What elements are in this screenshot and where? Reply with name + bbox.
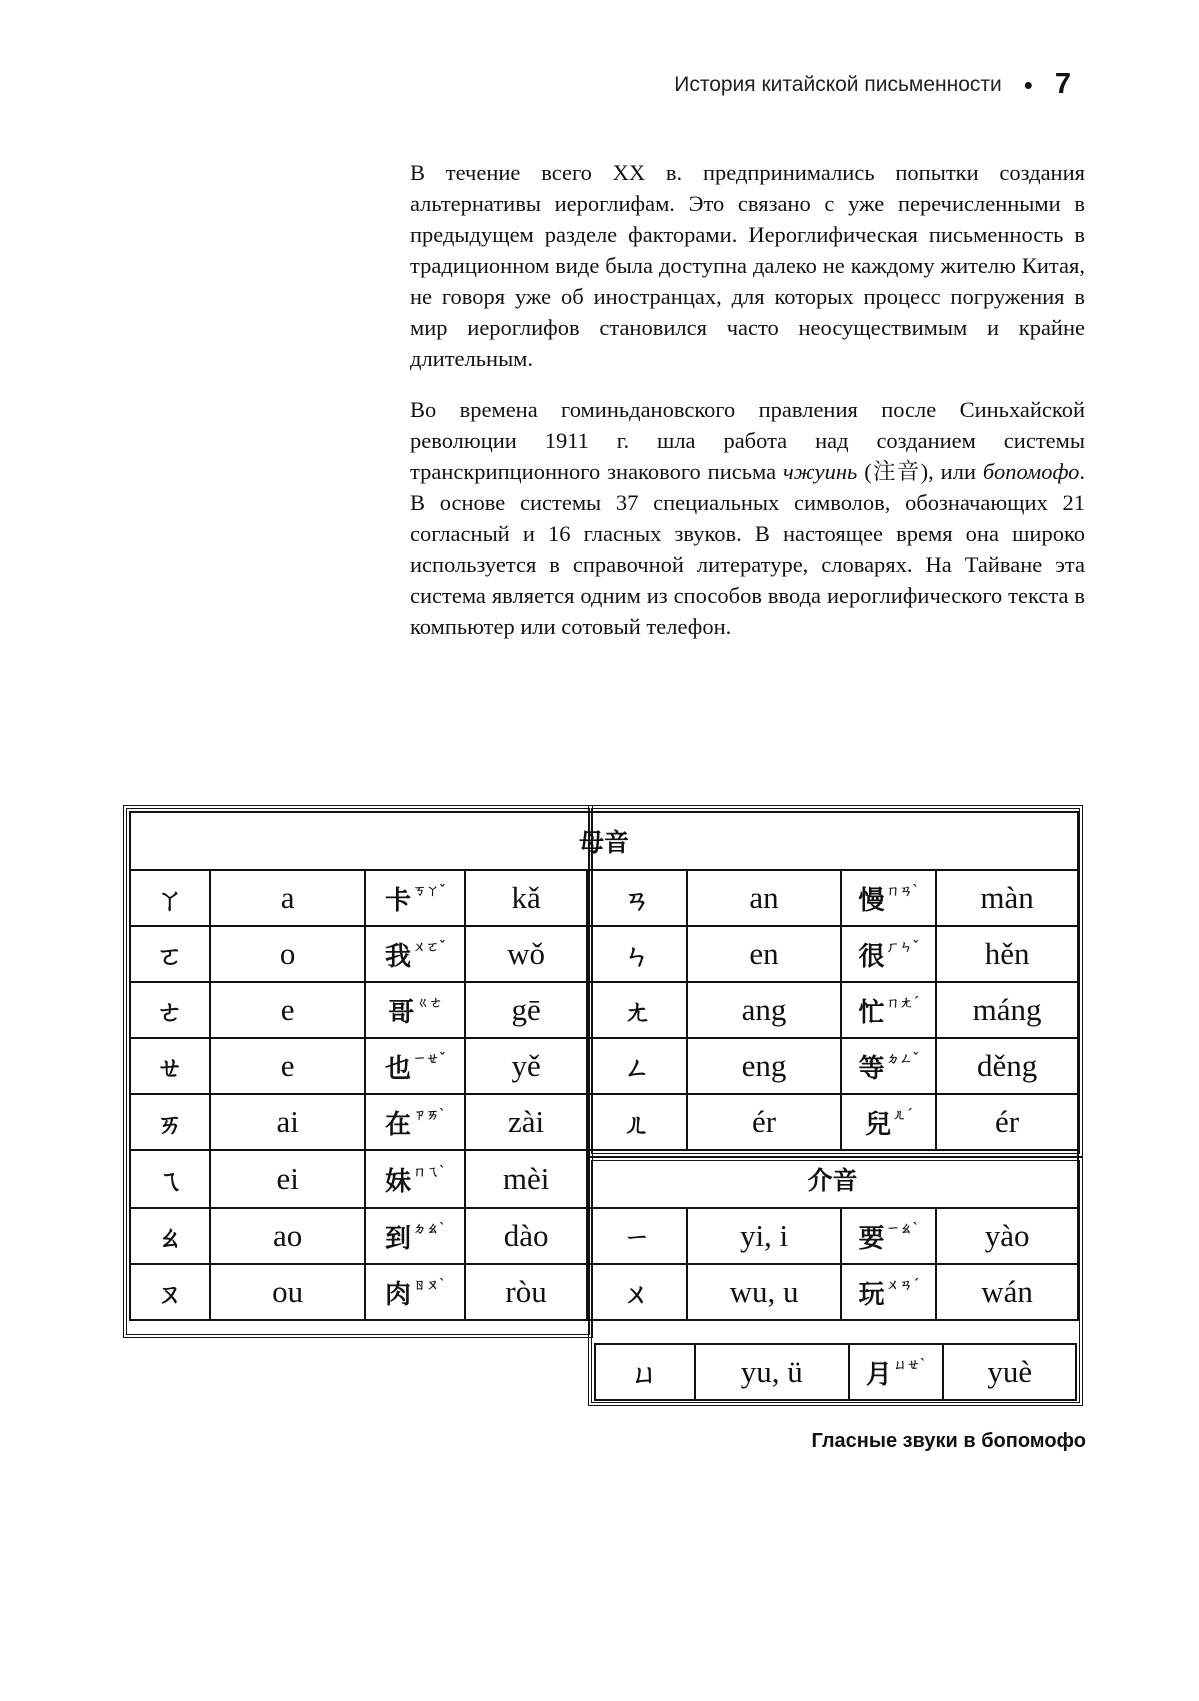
- table-row: [130, 1150, 1078, 1208]
- pinyin-cell: ao: [210, 1208, 366, 1264]
- pinyin-cell: yu, ü: [695, 1344, 849, 1400]
- bopomofo-symbol: ㄣ: [587, 926, 687, 982]
- pinyin-cell: o: [210, 926, 366, 982]
- table-row: [130, 982, 1078, 1038]
- example-character: 很 $^{ㄏㄣˇ}$: [841, 926, 936, 982]
- example-character: 卡 $^{ㄎㄚˇ}$: [365, 870, 465, 926]
- vowels-header: 母音: [130, 812, 1078, 870]
- table-row: [130, 1038, 1078, 1094]
- example-character: 哥 $^{ㄍㄜ}$: [365, 982, 465, 1038]
- bopomofo-symbol: ㄦ: [587, 1094, 687, 1150]
- example-character: 忙 $^{ㄇㄤˊ}$: [841, 982, 936, 1038]
- table-row: [130, 1208, 1078, 1264]
- example-character: 玩 $^{ㄨㄢˊ}$: [841, 1264, 936, 1320]
- table-row: [595, 1344, 1076, 1400]
- table-row: [130, 870, 1078, 926]
- example-character: 兒 $^{ㄦˊ}$: [841, 1094, 936, 1150]
- running-head-separator: •: [1023, 69, 1033, 100]
- paragraph: В течение всего XX в. предпринимались попытки создания альтернативы иероглифам. Это связано с уже перечисленными в предыдущем разделе факторами. Иероглифическая письменность в традиционном виде была доступна далеко не каждому жителю Китая, не говоря уже об иностранцах, для которых процесс погружения в мир иероглифов становился часто неосуществимым и крайне длительным.: [410, 160, 1085, 371]
- reading-cell: gē: [465, 982, 587, 1038]
- pinyin-cell: yi, i: [687, 1208, 842, 1264]
- bopomofo-symbol: ㄠ: [130, 1208, 210, 1264]
- table-row: [130, 926, 1078, 982]
- table-row: [130, 1264, 1078, 1320]
- reading-cell: zài: [465, 1094, 587, 1150]
- term-bopomofo: бопомофо: [982, 459, 1080, 484]
- bopomofo-symbol: ㄥ: [587, 1038, 687, 1094]
- pinyin-cell: a: [210, 870, 366, 926]
- medials-last-row: [594, 1343, 1077, 1401]
- example-character: 等 $^{ㄉㄥˇ}$: [841, 1038, 936, 1094]
- example-character: 妹 $^{ㄇㄟˋ}$: [365, 1150, 465, 1208]
- page-number: 7: [1054, 68, 1071, 100]
- example-character: 慢 $^{ㄇㄢˋ}$: [841, 870, 936, 926]
- example-character: 月 $^{ㄩㄝˋ}$: [849, 1344, 944, 1400]
- bopomofo-symbol: ㄟ: [130, 1150, 210, 1208]
- pinyin-cell: en: [687, 926, 842, 982]
- pinyin-cell: e: [210, 982, 366, 1038]
- pinyin-cell: ei: [210, 1150, 366, 1208]
- vowels-grid: [129, 811, 1079, 1321]
- running-head: [674, 68, 1071, 101]
- example-character: 也 $^{ㄧㄝˇ}$: [365, 1038, 465, 1094]
- bopomofo-symbol: ㄜ: [130, 982, 210, 1038]
- bopomofo-symbol: ㄛ: [130, 926, 210, 982]
- reading-cell: mèi: [465, 1150, 587, 1208]
- reading-cell: yào: [936, 1208, 1078, 1264]
- pinyin-cell: wu, u: [687, 1264, 842, 1320]
- reading-cell: màn: [936, 870, 1078, 926]
- medials-header: 介音: [587, 1150, 1078, 1208]
- example-character: 在 $^{ㄗㄞˋ}$: [365, 1094, 465, 1150]
- bopomofo-symbol: ㄤ: [587, 982, 687, 1038]
- example-character: 我 $^{ㄨㄛˇ}$: [365, 926, 465, 982]
- bopomofo-symbol: ㄧ: [587, 1208, 687, 1264]
- reading-cell: ròu: [465, 1264, 587, 1320]
- reading-cell: kǎ: [465, 870, 587, 926]
- pinyin-cell: ang: [687, 982, 842, 1038]
- figure-caption: Гласные звуки в бопомофо: [811, 1430, 1086, 1452]
- example-character: 肉 $^{ㄖㄡˋ}$: [365, 1264, 465, 1320]
- bopomofo-symbol: ㄝ: [130, 1038, 210, 1094]
- pinyin-cell: an: [687, 870, 842, 926]
- bopomofo-vowel-table: [123, 805, 1083, 1406]
- reading-cell: yě: [465, 1038, 587, 1094]
- paragraph: Во времена гоминьдановского правления после Синьхайской революции 1911 г. шла работа над созданием системы транскрипционного знакового письма чжуинь (注音), или бопомофо. В основе системы 37 специальных символов, обозначающих 21 согласный и 16 гласных звуков. В настоящее время она широко используется в справочной литературе, словарях. На Тайване эта система является одним из способов ввода иероглифического текста в компьютер или сотовый телефон.: [410, 397, 1085, 639]
- reading-cell: máng: [936, 982, 1078, 1038]
- body-text: [410, 157, 1085, 662]
- table-row: [130, 1094, 1078, 1150]
- bopomofo-symbol: ㄢ: [587, 870, 687, 926]
- pinyin-cell: eng: [687, 1038, 842, 1094]
- reading-cell: děng: [936, 1038, 1078, 1094]
- reading-cell: yuè: [943, 1344, 1076, 1400]
- bopomofo-symbol: ㄚ: [130, 870, 210, 926]
- bopomofo-symbol: ㄡ: [130, 1264, 210, 1320]
- example-character: 到 $^{ㄉㄠˋ}$: [365, 1208, 465, 1264]
- example-character: 要 $^{ㄧㄠˋ}$: [841, 1208, 936, 1264]
- pinyin-cell: ou: [210, 1264, 366, 1320]
- pinyin-cell: e: [210, 1038, 366, 1094]
- reading-cell: ér: [936, 1094, 1078, 1150]
- reading-cell: wǒ: [465, 926, 587, 982]
- reading-cell: wán: [936, 1264, 1078, 1320]
- pinyin-cell: ai: [210, 1094, 366, 1150]
- term-zhuyin: чжуинь: [783, 459, 858, 484]
- pinyin-cell: ér: [687, 1094, 842, 1150]
- bopomofo-symbol: ㄩ: [595, 1344, 695, 1400]
- bopomofo-symbol: ㄞ: [130, 1094, 210, 1150]
- bopomofo-symbol: ㄨ: [587, 1264, 687, 1320]
- reading-cell: dào: [465, 1208, 587, 1264]
- running-head-title: История китайской письменности: [674, 72, 1002, 96]
- reading-cell: hěn: [936, 926, 1078, 982]
